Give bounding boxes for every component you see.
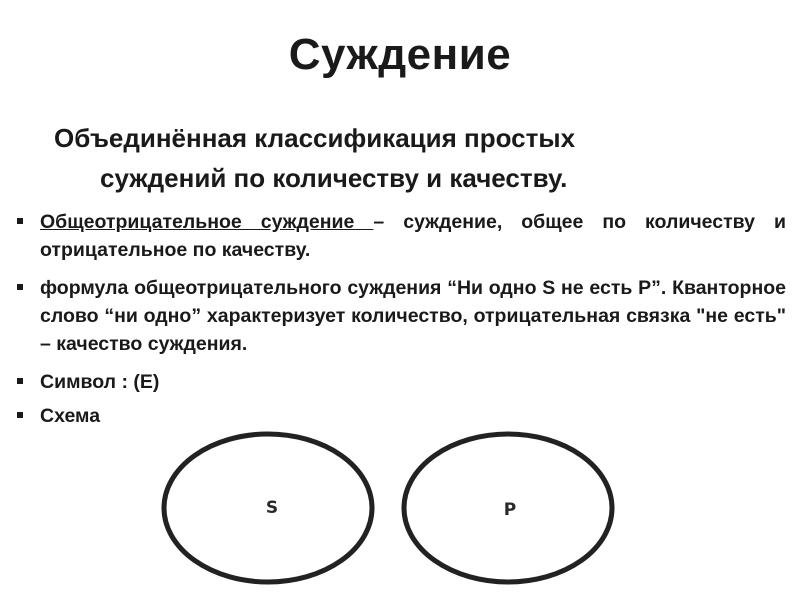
bullet-text: – суждение, общее по количеству и отрицательное по качеству. <box>40 211 787 261</box>
bullet-text: формула общеотрицательного суждения “Ни одно S не есть Р”. Кванторное слово “ни одно” характеризует количество, отрицательная связка "не есть" – качество суждения. <box>40 277 786 355</box>
euler-diagram <box>150 420 630 590</box>
subtitle-line-1: Объединённая классификация простых <box>54 123 576 153</box>
bullet-item <box>14 368 786 396</box>
bullet-marker-icon <box>17 378 23 384</box>
subtitle-line-2: суждений по количеству и качеству. <box>100 163 568 193</box>
euler-diagram-svg <box>150 420 630 590</box>
bullet-item <box>14 274 786 358</box>
bullet-marker-icon <box>17 218 23 224</box>
bullet-item <box>14 208 786 264</box>
slide-title: Суждение <box>288 30 512 79</box>
slide-subtitle <box>40 118 780 198</box>
circle-s-label: S <box>265 498 279 518</box>
bullet-term: Общеотрицательное суждение <box>40 211 374 233</box>
bullet-text: Символ : (Е) <box>40 371 160 393</box>
bullet-marker-icon <box>17 284 23 290</box>
circle-p-label: P <box>503 500 517 520</box>
bullet-text: Схема <box>40 405 101 427</box>
bullet-list <box>14 208 786 436</box>
bullet-marker-icon <box>17 412 23 418</box>
